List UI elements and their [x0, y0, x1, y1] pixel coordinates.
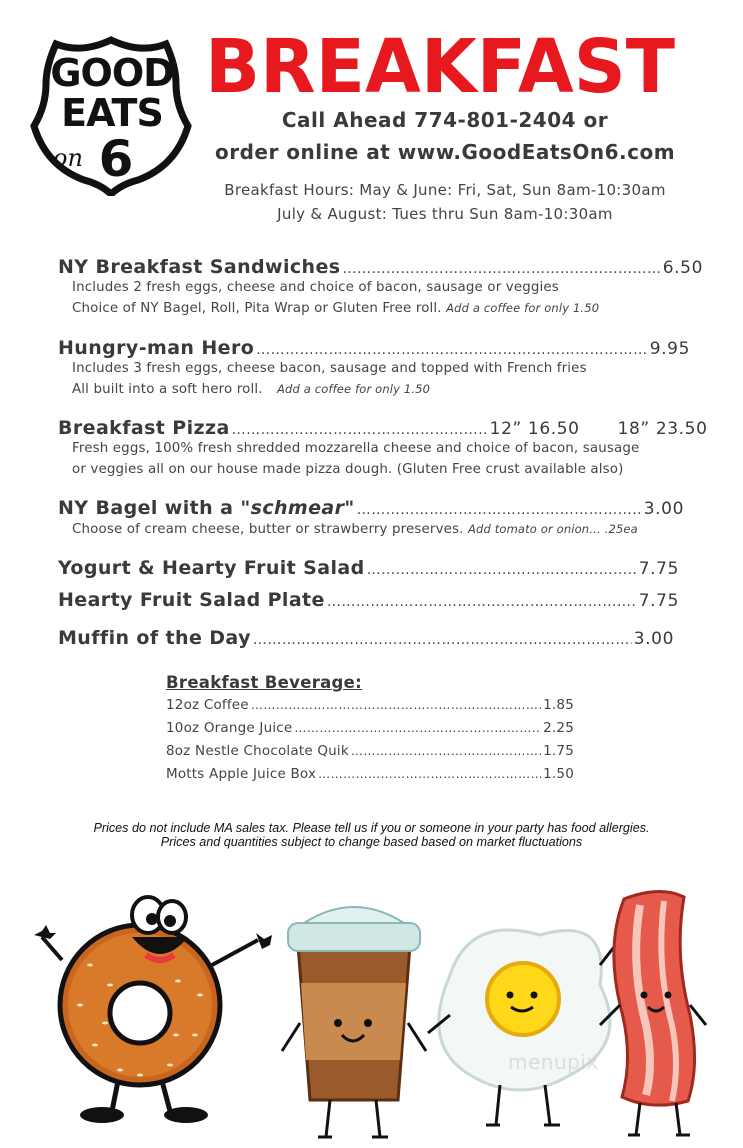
item-price-large: 18” 23.50: [617, 419, 708, 439]
item-price: 3.00: [633, 629, 674, 649]
leader-dots: [357, 502, 642, 518]
leader-dots: [253, 632, 632, 648]
watermark-text: menupix: [508, 1050, 599, 1074]
item-price: 7.75: [638, 591, 679, 611]
menu-item-ny-bagel: [58, 497, 684, 519]
logo-text-eats: EATS: [61, 91, 163, 135]
contact-website-line: order online at www.GoodEatsOn6.com: [214, 140, 676, 164]
leader-dots: [342, 261, 660, 277]
item-addon: Add tomato or onion… .25ea: [468, 522, 638, 536]
breakfast-characters-illustration: [0, 875, 743, 1148]
beverage-price: 1.75: [543, 743, 574, 759]
item-desc-text: Choose of cream cheese, butter or strawberry preserves.: [72, 522, 464, 537]
leader-dots: [351, 744, 541, 758]
menu-item-breakfast-pizza: [58, 417, 708, 439]
beverage-item: [166, 766, 574, 782]
item-name: Muffin of the Day: [58, 627, 251, 649]
menu-item-ny-breakfast-sandwiches: [58, 256, 703, 278]
footnote-line-2: Prices and quantities subject to change based based on market fluctuations: [160, 835, 583, 849]
beverage-item: [166, 697, 574, 713]
item-addon: Add a coffee for only 1.50: [446, 301, 600, 315]
item-price-small: 12” 16.50: [489, 419, 580, 439]
menu-title-text: BREAKFAST: [205, 24, 676, 102]
leader-dots: [367, 562, 637, 578]
menu-item-fruit-salad-plate: [58, 589, 679, 611]
bagel-character-icon: [34, 897, 272, 1123]
item-name: Breakfast Pizza: [58, 417, 230, 439]
good-eats-logo: [26, 26, 196, 196]
beverage-price: 1.50: [543, 766, 574, 782]
item-desc: Fresh eggs, 100% fresh shredded mozzarella cheese and choice of bacon, sausage: [72, 441, 640, 456]
item-desc: Includes 3 fresh eggs, cheese bacon, sausage and topped with French fries: [72, 361, 587, 376]
hours-line-2: July & August: Tues thru Sun 8am-10:30am: [277, 205, 613, 223]
beverage-name: Motts Apple Juice Box: [166, 766, 317, 782]
menu-item-muffin-of-the-day: [58, 627, 674, 649]
item-desc: or veggies all on our house made pizza dough. (Gluten Free crust available also): [72, 462, 624, 477]
coffee-cup-character-icon: [282, 907, 426, 1137]
item-name: NY Breakfast Sandwiches: [58, 256, 341, 278]
fried-egg-character-icon: [428, 930, 614, 1125]
footnote-line-1: Prices do not include MA sales tax. Please tell us if you or someone in your party has food allergies.: [93, 821, 650, 835]
leader-dots: [256, 342, 648, 358]
hours-line-1: Breakfast Hours: May & June: Fri, Sat, Sun 8am-10:30am: [224, 181, 666, 199]
item-price: 3.00: [643, 499, 684, 519]
item-desc: Includes 2 fresh eggs, cheese and choice of bacon, sausage or veggies: [72, 280, 559, 295]
bacon-character-icon: [600, 891, 706, 1135]
item-desc: [72, 301, 712, 316]
beverage-price: 1.85: [543, 697, 574, 713]
beverage-item: [166, 720, 574, 736]
leader-dots: [232, 422, 488, 438]
leader-dots: [318, 767, 541, 781]
logo-text-good: GOOD: [50, 51, 174, 95]
beverage-section-title: Breakfast Beverage:: [166, 673, 363, 692]
item-price: 9.95: [649, 339, 690, 359]
logo-text-6: 6: [98, 130, 134, 188]
item-desc-text: Choice of NY Bagel, Roll, Pita Wrap or Gluten Free roll.: [72, 301, 442, 316]
menu-item-yogurt-fruit-salad: [58, 557, 679, 579]
leader-dots: [251, 698, 541, 712]
beverage-price: 2.25: [543, 720, 574, 736]
menu-title: [200, 22, 680, 102]
item-name: Hungry-man Hero: [58, 337, 255, 359]
leader-dots: [327, 594, 637, 610]
logo-text-on: on: [53, 144, 83, 172]
item-price: 7.75: [638, 559, 679, 579]
beverage-name: 10oz Orange Juice: [166, 720, 293, 736]
item-addon: Add a coffee for only 1.50: [277, 382, 431, 396]
item-name: [58, 497, 355, 519]
item-desc: [72, 382, 712, 397]
beverage-item: [166, 743, 574, 759]
item-price: 6.50: [662, 258, 703, 278]
beverage-name: 8oz Nestle Chocolate Quik: [166, 743, 349, 759]
item-name: Hearty Fruit Salad Plate: [58, 589, 325, 611]
item-name: Yogurt & Hearty Fruit Salad: [58, 557, 365, 579]
item-desc: [72, 522, 712, 537]
menu-item-hungry-man-hero: [58, 337, 690, 359]
item-name-em: "schmear": [240, 497, 355, 519]
item-desc-text: All built into a soft hero roll.: [72, 382, 263, 397]
beverage-name: 12oz Coffee: [166, 697, 249, 713]
contact-phone-line: Call Ahead 774-801-2404 or: [281, 108, 609, 132]
leader-dots: [294, 721, 541, 735]
item-name-prefix: NY Bagel with a: [58, 497, 234, 519]
